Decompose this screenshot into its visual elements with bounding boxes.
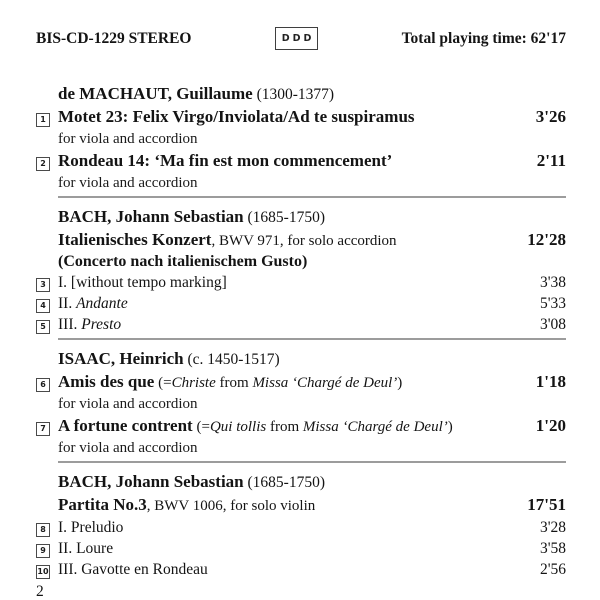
- track-instrumentation: for viola and accordion: [58, 175, 198, 191]
- track-title: [58, 559, 540, 580]
- title-segment: from: [266, 419, 303, 435]
- track-number-box: 5: [36, 320, 50, 334]
- track-number-cell: [36, 314, 58, 335]
- composer-line: [58, 83, 566, 106]
- composer-name: ISAAC, Heinrich: [58, 349, 184, 368]
- section-divider: [58, 196, 566, 198]
- title-segment: II. Loure: [58, 540, 114, 557]
- track-duration: 2'56: [539, 561, 566, 578]
- composer-name: BACH, Johann Sebastian: [58, 207, 244, 226]
- title-segment: I. [without tempo marking]: [58, 274, 227, 291]
- track-title: [58, 293, 540, 314]
- track-title: [58, 150, 537, 173]
- composer-dates: (1685-1750): [243, 209, 326, 226]
- track-instrumentation: for viola and accordion: [58, 396, 198, 412]
- title-segment: II.: [58, 295, 77, 312]
- title-segment: Motet 23: Felix Virgo/Inviolata/Ad te suspiramus: [58, 107, 415, 126]
- catalog-number: BIS-CD-1229 STEREO: [36, 30, 192, 47]
- title-segment: III. Gavotte en Rondeau: [58, 561, 208, 578]
- track-row: [36, 371, 566, 394]
- composer-name: de MACHAUT, Guillaume: [58, 84, 253, 103]
- composer-section: [36, 471, 566, 580]
- work-subtitle-text: [58, 252, 566, 272]
- track-title: [58, 415, 536, 438]
- track-number-cell: [36, 293, 58, 314]
- track-duration: 12'28: [527, 230, 566, 249]
- track-duration: 5'33: [539, 295, 566, 312]
- track-title: [58, 494, 527, 517]
- section-divider: [58, 461, 566, 463]
- page-number: 2: [36, 583, 44, 600]
- composer-dates: (1300-1377): [252, 86, 335, 103]
- title-segment: Italienisches Konzert: [58, 230, 212, 249]
- title-segment: Amis des que: [58, 372, 155, 391]
- track-number-cell: [36, 372, 58, 394]
- track-number-cell: [36, 272, 58, 293]
- track-number-box: 1: [36, 113, 50, 127]
- track-duration: 17'51: [527, 495, 566, 514]
- track-number-box: 7: [36, 422, 50, 436]
- composer-dates: (1685-1750): [243, 474, 326, 491]
- movement-row: [36, 559, 566, 580]
- track-instrumentation: for viola and accordion: [58, 131, 198, 147]
- title-segment: ): [397, 375, 403, 391]
- total-playing-time: Total playing time: 62'17: [401, 30, 566, 47]
- movement-row: [36, 314, 566, 335]
- track-duration: 3'08: [539, 316, 566, 333]
- composer-section: [36, 348, 566, 458]
- composer-line: [58, 348, 566, 371]
- track-title: [58, 272, 540, 293]
- title-segment: (=: [154, 375, 172, 391]
- track-number-box: 9: [36, 544, 50, 558]
- track-number-cell: [36, 559, 58, 580]
- title-segment: I. Preludio: [58, 519, 124, 536]
- work-subtitle: [58, 252, 566, 272]
- title-segment: (Concerto nach italienischem Gusto): [58, 253, 308, 270]
- title-segment: Christe: [171, 375, 216, 391]
- title-segment: , BWV 971, for solo accordion: [211, 233, 397, 249]
- composer-section: [36, 83, 566, 193]
- track-list: [36, 83, 566, 580]
- track-number-box: 8: [36, 523, 50, 537]
- composer-section: [36, 206, 566, 335]
- track-duration: 2'11: [536, 151, 566, 170]
- track-instrumentation: for viola and accordion: [58, 440, 198, 456]
- title-segment: Missa ‘Chargé de Deul’: [252, 375, 398, 391]
- composer-dates: (c. 1450-1517): [183, 351, 280, 368]
- work-row: [58, 494, 566, 517]
- track-duration: 1'18: [535, 372, 566, 391]
- title-segment: III.: [58, 316, 82, 333]
- track-number-cell: [36, 517, 58, 538]
- track-row: [36, 150, 566, 173]
- track-number-box: 6: [36, 378, 50, 392]
- composer-line: [58, 471, 566, 494]
- page-header: [36, 27, 566, 50]
- track-number-cell: [36, 538, 58, 559]
- track-duration: 3'28: [539, 519, 566, 536]
- track-duration: 1'20: [535, 416, 566, 435]
- work-row: [58, 229, 566, 252]
- track-number-box: 2: [36, 157, 50, 171]
- track-title: [58, 229, 527, 252]
- movement-row: [36, 293, 566, 314]
- composer-line: [58, 206, 566, 229]
- title-segment: (=: [192, 419, 210, 435]
- track-title: [58, 517, 540, 538]
- title-segment: A fortune contrent: [58, 416, 193, 435]
- title-segment: Rondeau 14: ‘Ma fin est mon commencement’: [58, 151, 393, 170]
- track-duration: 3'38: [539, 274, 566, 291]
- track-number-cell: [36, 107, 58, 129]
- track-number-box: 3: [36, 278, 50, 292]
- movement-row: [36, 517, 566, 538]
- track-number-cell: [36, 151, 58, 173]
- track-row: [36, 415, 566, 438]
- title-segment: Missa ‘Chargé de Deul’: [302, 419, 448, 435]
- movement-row: [36, 272, 566, 293]
- composer-name: BACH, Johann Sebastian: [58, 472, 244, 491]
- track-title: [58, 314, 540, 335]
- ddd-recording-badge: DDD: [275, 27, 319, 50]
- track-duration: 3'58: [539, 540, 566, 557]
- track-row: [36, 106, 566, 129]
- section-divider: [58, 338, 566, 340]
- track-title: [58, 538, 540, 559]
- track-duration: 3'26: [535, 107, 566, 126]
- track-title: [58, 371, 536, 394]
- title-segment: Qui tollis: [209, 419, 267, 435]
- title-segment: ): [447, 419, 453, 435]
- title-segment: Andante: [76, 295, 128, 312]
- title-segment: from: [215, 375, 253, 391]
- movement-row: [36, 538, 566, 559]
- title-segment: Presto: [81, 316, 122, 333]
- title-segment: , BWV 1006, for solo violin: [146, 498, 316, 514]
- track-title: [58, 106, 536, 129]
- title-segment: Partita No.3: [58, 495, 147, 514]
- track-number-box: 10: [36, 565, 50, 579]
- track-number-cell: [36, 416, 58, 438]
- track-number-box: 4: [36, 299, 50, 313]
